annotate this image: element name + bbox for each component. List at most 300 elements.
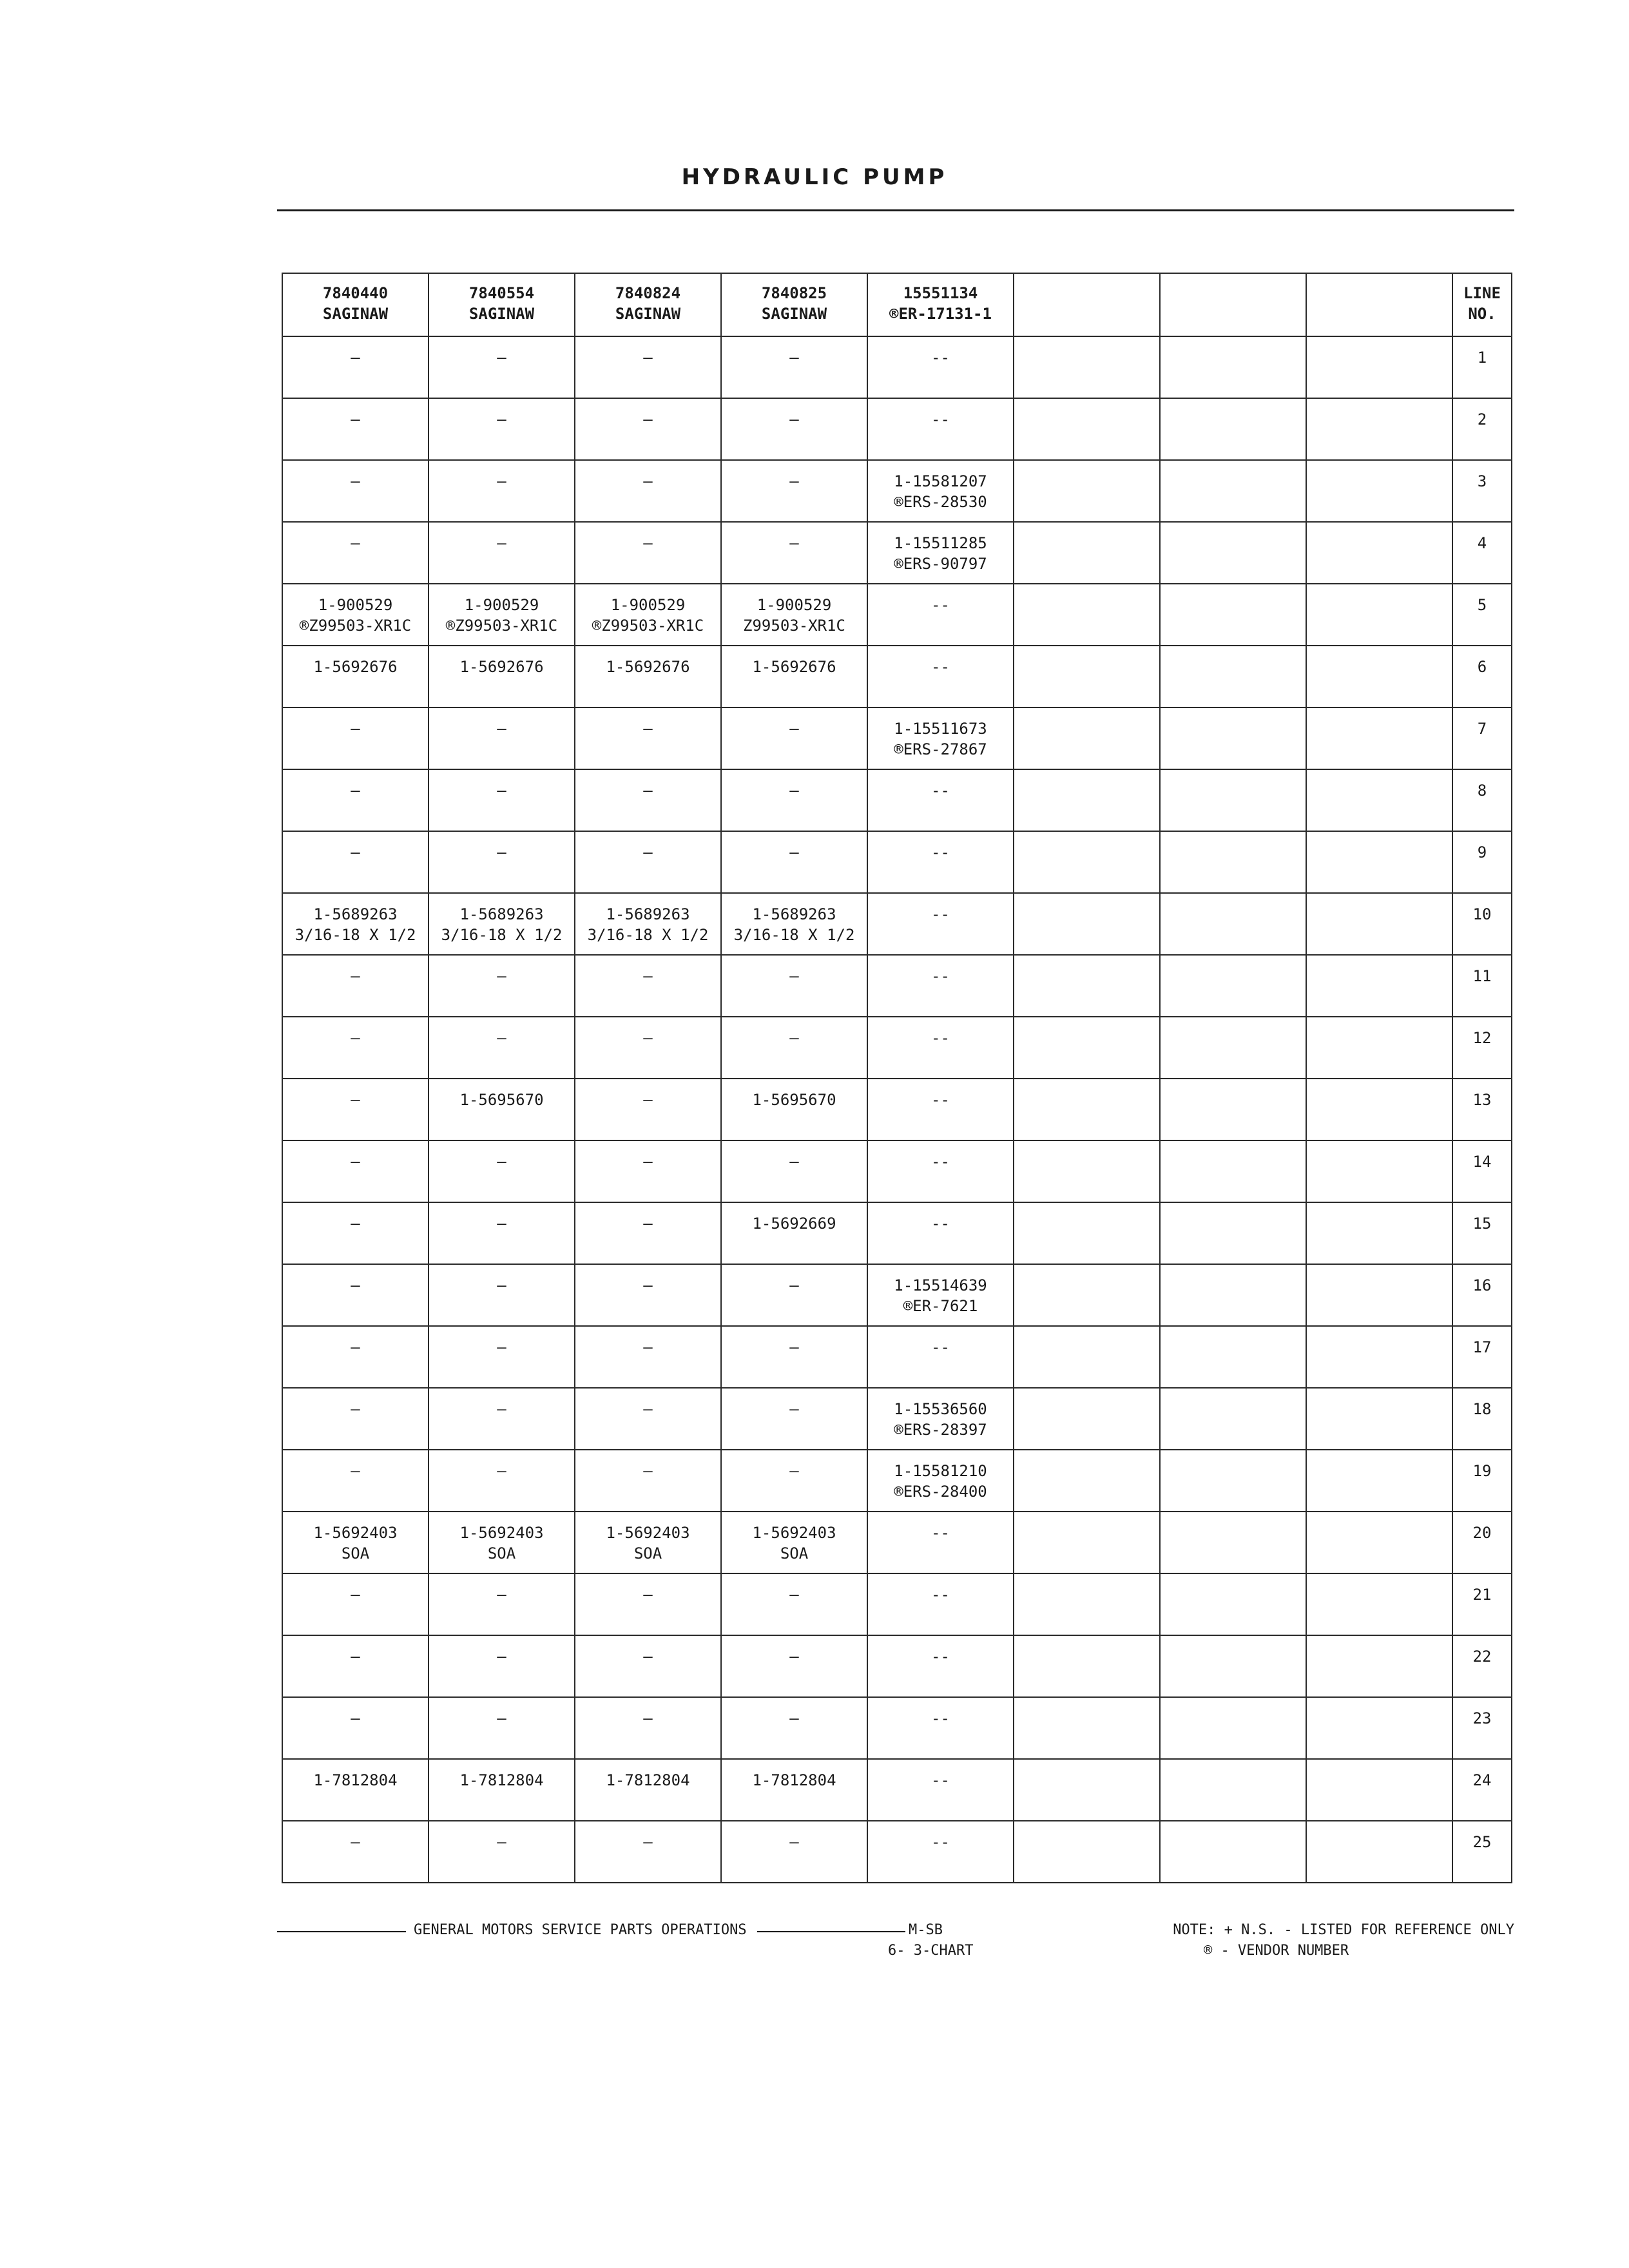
cell-value: 1-15536560 ®ERS-28397 bbox=[894, 1400, 987, 1439]
table-cell bbox=[1014, 1140, 1160, 1202]
cell-value: — bbox=[497, 1709, 506, 1727]
line-number: 11 bbox=[1472, 967, 1492, 985]
table-cell bbox=[429, 707, 575, 769]
cell-value: — bbox=[643, 1400, 653, 1418]
table-cell bbox=[575, 522, 721, 584]
table-row bbox=[282, 398, 1512, 460]
cell-value: 1-5695670 bbox=[459, 1091, 544, 1109]
line-number-cell bbox=[1452, 1017, 1512, 1079]
table-cell bbox=[1306, 1017, 1452, 1079]
line-number-cell bbox=[1452, 584, 1512, 646]
line-number-cell bbox=[1452, 1697, 1512, 1759]
table-row bbox=[282, 1759, 1512, 1821]
cell-value: — bbox=[497, 1462, 506, 1480]
table-cell bbox=[575, 1450, 721, 1512]
table-row bbox=[282, 646, 1512, 707]
line-number-cell bbox=[1452, 1759, 1512, 1821]
table-cell bbox=[721, 893, 867, 955]
cell-value: 1-7812804 bbox=[606, 1771, 690, 1789]
table-row bbox=[282, 893, 1512, 955]
cell-value bbox=[1307, 1821, 1452, 1832]
table-cell bbox=[867, 584, 1014, 646]
table-cell bbox=[721, 1697, 867, 1759]
cell-value: — bbox=[351, 1586, 360, 1604]
line-number-cell bbox=[1452, 1450, 1512, 1512]
table-cell bbox=[429, 1450, 575, 1512]
cell-value bbox=[1307, 1141, 1452, 1151]
table-row bbox=[282, 1635, 1512, 1697]
cell-value: — bbox=[351, 967, 360, 985]
cell-value: — bbox=[497, 472, 506, 490]
cell-value bbox=[1014, 832, 1159, 842]
table-cell bbox=[282, 398, 429, 460]
table-cell bbox=[1160, 1450, 1306, 1512]
table-cell bbox=[575, 707, 721, 769]
cell-value: 1-5689263 3/16-18 X 1/2 bbox=[441, 905, 563, 944]
table-cell bbox=[721, 1140, 867, 1202]
table-cell bbox=[1014, 1573, 1160, 1635]
table-row bbox=[282, 460, 1512, 522]
table-cell bbox=[721, 1759, 867, 1821]
line-number: 5 bbox=[1477, 596, 1487, 614]
table-cell bbox=[575, 1326, 721, 1388]
cell-value: — bbox=[497, 720, 506, 738]
cell-value: -- bbox=[931, 1215, 950, 1233]
cell-value bbox=[1307, 523, 1452, 533]
cell-value: — bbox=[643, 1709, 653, 1727]
table-cell bbox=[1014, 522, 1160, 584]
table-cell bbox=[1014, 769, 1160, 831]
line-number: 17 bbox=[1472, 1338, 1492, 1356]
table-cell bbox=[282, 1264, 429, 1326]
cell-value bbox=[1014, 1821, 1159, 1832]
cell-value: — bbox=[351, 472, 360, 490]
line-number: 22 bbox=[1472, 1648, 1492, 1666]
line-number-cell bbox=[1452, 1512, 1512, 1573]
cell-value: — bbox=[497, 782, 506, 800]
table-cell bbox=[721, 336, 867, 398]
table-cell bbox=[1014, 707, 1160, 769]
table-cell bbox=[867, 522, 1014, 584]
line-number: 12 bbox=[1472, 1029, 1492, 1047]
cell-value: 1-5692676 bbox=[752, 658, 836, 676]
table-cell bbox=[1306, 584, 1452, 646]
cell-value bbox=[1014, 1265, 1159, 1275]
cell-value: — bbox=[789, 720, 799, 738]
table-cell bbox=[429, 336, 575, 398]
table-cell bbox=[1014, 398, 1160, 460]
table-cell bbox=[282, 955, 429, 1017]
cell-value: — bbox=[643, 1338, 653, 1356]
table-cell bbox=[1160, 1388, 1306, 1450]
table-cell bbox=[429, 646, 575, 707]
cell-value: 1-900529 ®Z99503-XR1C bbox=[299, 596, 412, 635]
table-cell bbox=[721, 1821, 867, 1883]
table-cell bbox=[867, 1017, 1014, 1079]
cell-value: — bbox=[351, 1709, 360, 1727]
cell-value bbox=[1014, 1636, 1159, 1646]
cell-value: -- bbox=[931, 1338, 950, 1356]
table-cell bbox=[575, 1388, 721, 1450]
cell-value: — bbox=[643, 782, 653, 800]
line-number: 7 bbox=[1477, 720, 1487, 738]
cell-value: — bbox=[351, 1338, 360, 1356]
cell-value bbox=[1307, 461, 1452, 471]
table-cell bbox=[282, 1017, 429, 1079]
cell-value bbox=[1307, 1760, 1452, 1770]
header-column-5 bbox=[867, 273, 1014, 336]
page-footer bbox=[277, 1922, 1514, 1967]
cell-value bbox=[1014, 1327, 1159, 1337]
table-cell bbox=[1306, 1450, 1452, 1512]
table-cell bbox=[429, 1140, 575, 1202]
cell-value: — bbox=[643, 1153, 653, 1171]
table-cell bbox=[721, 1264, 867, 1326]
cell-value: 1-15581210 ®ERS-28400 bbox=[894, 1462, 987, 1501]
cell-value: — bbox=[789, 1462, 799, 1480]
table-cell bbox=[1014, 831, 1160, 893]
table-cell bbox=[575, 1140, 721, 1202]
line-number: 25 bbox=[1472, 1833, 1492, 1851]
cell-value: — bbox=[497, 1833, 506, 1851]
line-number-cell bbox=[1452, 336, 1512, 398]
cell-value bbox=[1161, 1698, 1306, 1708]
cell-value: — bbox=[643, 843, 653, 861]
table-cell bbox=[1160, 460, 1306, 522]
line-number: 8 bbox=[1477, 782, 1487, 800]
cell-value: 1-5689263 3/16-18 X 1/2 bbox=[587, 905, 709, 944]
table-row bbox=[282, 769, 1512, 831]
cell-value: -- bbox=[931, 905, 950, 923]
table-cell bbox=[721, 1079, 867, 1140]
cell-value: 1-7812804 bbox=[752, 1771, 836, 1789]
line-number: 16 bbox=[1472, 1276, 1492, 1294]
cell-value: — bbox=[789, 967, 799, 985]
table-cell bbox=[1306, 1512, 1452, 1573]
header-column-2 bbox=[429, 273, 575, 336]
table-cell bbox=[721, 1202, 867, 1264]
table-cell bbox=[429, 522, 575, 584]
table-cell bbox=[1014, 1697, 1160, 1759]
table-cell bbox=[721, 1017, 867, 1079]
table-cell bbox=[282, 831, 429, 893]
cell-value bbox=[1161, 1203, 1306, 1213]
table-cell bbox=[1160, 1140, 1306, 1202]
cell-value bbox=[1161, 646, 1306, 657]
table-row bbox=[282, 1326, 1512, 1388]
table-cell bbox=[721, 1450, 867, 1512]
cell-value: — bbox=[497, 410, 506, 428]
table-cell bbox=[575, 460, 721, 522]
cell-value: — bbox=[351, 410, 360, 428]
header-label: 15551134 ®ER-17131-1 bbox=[889, 284, 992, 323]
cell-value: — bbox=[351, 1029, 360, 1047]
cell-value bbox=[1161, 1265, 1306, 1275]
table-cell bbox=[1160, 1821, 1306, 1883]
header-label: 7840440 SAGINAW bbox=[322, 284, 389, 323]
table-cell bbox=[429, 398, 575, 460]
cell-value bbox=[1014, 399, 1159, 409]
table-cell bbox=[1160, 522, 1306, 584]
cell-value: — bbox=[351, 1400, 360, 1418]
cell-value bbox=[1014, 1389, 1159, 1399]
table-cell bbox=[1306, 1079, 1452, 1140]
cell-value: 1-5689263 3/16-18 X 1/2 bbox=[294, 905, 416, 944]
table-cell bbox=[282, 1635, 429, 1697]
cell-value bbox=[1307, 1265, 1452, 1275]
table-cell bbox=[1160, 955, 1306, 1017]
line-number-cell bbox=[1452, 1202, 1512, 1264]
cell-value bbox=[1014, 770, 1159, 780]
table-cell bbox=[1160, 1079, 1306, 1140]
table-cell bbox=[282, 1573, 429, 1635]
footer-rule-middle bbox=[757, 1931, 905, 1932]
header-column-4 bbox=[721, 273, 867, 336]
table-cell bbox=[575, 646, 721, 707]
table-cell bbox=[721, 1512, 867, 1573]
line-number: 3 bbox=[1477, 472, 1487, 490]
table-cell bbox=[282, 1759, 429, 1821]
table-cell bbox=[1160, 1759, 1306, 1821]
table-cell bbox=[1160, 707, 1306, 769]
line-number-cell bbox=[1452, 1388, 1512, 1450]
table-cell bbox=[1160, 831, 1306, 893]
table-cell bbox=[1014, 1821, 1160, 1883]
table-cell bbox=[1014, 1202, 1160, 1264]
cell-value: -- bbox=[931, 1709, 950, 1727]
cell-value bbox=[1307, 337, 1452, 347]
line-number: 13 bbox=[1472, 1091, 1492, 1109]
table-cell bbox=[282, 1079, 429, 1140]
cell-value: — bbox=[497, 534, 506, 552]
table-cell bbox=[867, 831, 1014, 893]
cell-value bbox=[1161, 1636, 1306, 1646]
cell-value: — bbox=[789, 782, 799, 800]
cell-value: 1-5692403 SOA bbox=[459, 1524, 544, 1562]
cell-value: — bbox=[789, 1833, 799, 1851]
table-cell bbox=[429, 1264, 575, 1326]
cell-value: — bbox=[789, 1276, 799, 1294]
table-cell bbox=[429, 1512, 575, 1573]
table-cell bbox=[721, 1635, 867, 1697]
cell-value: — bbox=[789, 410, 799, 428]
line-number-cell bbox=[1452, 893, 1512, 955]
cell-value: -- bbox=[931, 782, 950, 800]
cell-value: — bbox=[497, 1215, 506, 1233]
cell-value bbox=[1014, 708, 1159, 718]
table-cell bbox=[867, 769, 1014, 831]
table-cell bbox=[867, 1821, 1014, 1883]
cell-value bbox=[1307, 1636, 1452, 1646]
table-cell bbox=[1160, 1512, 1306, 1573]
line-number: 9 bbox=[1477, 843, 1487, 861]
cell-value bbox=[1014, 956, 1159, 966]
cell-value bbox=[1161, 1327, 1306, 1337]
line-number: 15 bbox=[1472, 1215, 1492, 1233]
table-row bbox=[282, 707, 1512, 769]
cell-value bbox=[1307, 894, 1452, 904]
table-row bbox=[282, 1697, 1512, 1759]
footer-code: M-SB bbox=[909, 1922, 943, 1938]
table-cell bbox=[721, 584, 867, 646]
cell-value bbox=[1014, 1760, 1159, 1770]
cell-value: -- bbox=[931, 1524, 950, 1542]
cell-value: — bbox=[497, 1648, 506, 1666]
table-cell bbox=[721, 769, 867, 831]
table-row bbox=[282, 584, 1512, 646]
table-cell bbox=[721, 1573, 867, 1635]
cell-value bbox=[1161, 1017, 1306, 1028]
cell-value: — bbox=[643, 967, 653, 985]
header-column-3 bbox=[575, 273, 721, 336]
cell-value: — bbox=[789, 472, 799, 490]
title-rule bbox=[277, 209, 1514, 211]
table-cell bbox=[282, 1512, 429, 1573]
table-row bbox=[282, 1573, 1512, 1635]
cell-value: — bbox=[789, 1029, 799, 1047]
table-cell bbox=[429, 1697, 575, 1759]
line-number-cell bbox=[1452, 707, 1512, 769]
table-cell bbox=[1306, 707, 1452, 769]
table-cell bbox=[575, 584, 721, 646]
table-cell bbox=[575, 769, 721, 831]
cell-value bbox=[1307, 770, 1452, 780]
cell-value: — bbox=[643, 534, 653, 552]
table-cell bbox=[1014, 1512, 1160, 1573]
table-cell bbox=[1014, 893, 1160, 955]
cell-value bbox=[1161, 523, 1306, 533]
table-cell bbox=[429, 1017, 575, 1079]
header-label bbox=[1161, 274, 1306, 283]
table-cell bbox=[1306, 1573, 1452, 1635]
table-cell bbox=[1160, 1635, 1306, 1697]
table-cell bbox=[575, 1573, 721, 1635]
table-cell bbox=[1306, 831, 1452, 893]
table-cell bbox=[721, 1326, 867, 1388]
table-cell bbox=[282, 893, 429, 955]
table-cell bbox=[1160, 1264, 1306, 1326]
table-cell bbox=[575, 955, 721, 1017]
table-cell bbox=[429, 460, 575, 522]
table-cell bbox=[1160, 398, 1306, 460]
table-cell bbox=[1014, 1450, 1160, 1512]
cell-value: — bbox=[351, 1833, 360, 1851]
table-cell bbox=[1306, 646, 1452, 707]
table-row bbox=[282, 336, 1512, 398]
table-cell bbox=[575, 1635, 721, 1697]
cell-value: — bbox=[789, 1400, 799, 1418]
table-cell bbox=[575, 1697, 721, 1759]
header-label: LINE NO. bbox=[1463, 284, 1501, 323]
cell-value bbox=[1307, 956, 1452, 966]
table-row bbox=[282, 1450, 1512, 1512]
table-cell bbox=[1014, 955, 1160, 1017]
footer-org: GENERAL MOTORS SERVICE PARTS OPERATIONS bbox=[414, 1922, 747, 1938]
table-cell bbox=[1160, 1573, 1306, 1635]
table-row bbox=[282, 955, 1512, 1017]
cell-value: 1-5692669 bbox=[752, 1215, 836, 1233]
cell-value: — bbox=[789, 1648, 799, 1666]
cell-value: — bbox=[351, 1215, 360, 1233]
cell-value bbox=[1161, 399, 1306, 409]
line-number: 1 bbox=[1477, 349, 1487, 367]
cell-value: 1-900529 Z99503-XR1C bbox=[743, 596, 845, 635]
cell-value: — bbox=[351, 1153, 360, 1171]
cell-value bbox=[1161, 708, 1306, 718]
cell-value bbox=[1307, 832, 1452, 842]
table-cell bbox=[1160, 1202, 1306, 1264]
cell-value: — bbox=[497, 1029, 506, 1047]
cell-value bbox=[1307, 1574, 1452, 1584]
cell-value: -- bbox=[931, 1771, 950, 1789]
table-cell bbox=[867, 893, 1014, 955]
table-cell bbox=[282, 336, 429, 398]
table-cell bbox=[282, 1450, 429, 1512]
cell-value: 1-5692403 SOA bbox=[313, 1524, 398, 1562]
cell-value: -- bbox=[931, 1833, 950, 1851]
table-cell bbox=[867, 1573, 1014, 1635]
cell-value bbox=[1014, 646, 1159, 657]
table-cell bbox=[429, 1635, 575, 1697]
cell-value: -- bbox=[931, 1648, 950, 1666]
cell-value: — bbox=[497, 1586, 506, 1604]
table-cell bbox=[429, 1326, 575, 1388]
table-cell bbox=[429, 1388, 575, 1450]
table-cell bbox=[867, 1326, 1014, 1388]
page-title: HYDRAULIC PUMP bbox=[681, 164, 948, 190]
cell-value: — bbox=[643, 1462, 653, 1480]
table-cell bbox=[429, 1759, 575, 1821]
cell-value: — bbox=[497, 843, 506, 861]
cell-value: — bbox=[351, 1648, 360, 1666]
line-number-cell bbox=[1452, 1573, 1512, 1635]
table-cell bbox=[1160, 646, 1306, 707]
cell-value: — bbox=[643, 1029, 653, 1047]
cell-value: -- bbox=[931, 967, 950, 985]
cell-value bbox=[1161, 584, 1306, 595]
table-cell bbox=[867, 1512, 1014, 1573]
cell-value: — bbox=[497, 1276, 506, 1294]
table-cell bbox=[721, 460, 867, 522]
cell-value bbox=[1161, 1141, 1306, 1151]
cell-value bbox=[1161, 1389, 1306, 1399]
table-cell bbox=[282, 1140, 429, 1202]
cell-value: — bbox=[643, 1091, 653, 1109]
table-cell bbox=[867, 1264, 1014, 1326]
table-row bbox=[282, 831, 1512, 893]
table-cell bbox=[429, 955, 575, 1017]
header-column-1 bbox=[282, 273, 429, 336]
table-cell bbox=[1306, 893, 1452, 955]
table-cell bbox=[867, 1079, 1014, 1140]
line-number: 20 bbox=[1472, 1524, 1492, 1542]
table-cell bbox=[575, 1759, 721, 1821]
table-cell bbox=[867, 398, 1014, 460]
table-cell bbox=[867, 646, 1014, 707]
table-cell bbox=[721, 646, 867, 707]
cell-value: -- bbox=[931, 658, 950, 676]
table-cell bbox=[1014, 1264, 1160, 1326]
cell-value bbox=[1307, 646, 1452, 657]
header-label bbox=[1014, 274, 1159, 283]
cell-value: 1-5692676 bbox=[313, 658, 398, 676]
cell-value: — bbox=[497, 349, 506, 367]
cell-value bbox=[1014, 1079, 1159, 1090]
table-cell bbox=[1014, 460, 1160, 522]
table-cell bbox=[1160, 336, 1306, 398]
table-cell bbox=[282, 646, 429, 707]
table-cell bbox=[721, 398, 867, 460]
